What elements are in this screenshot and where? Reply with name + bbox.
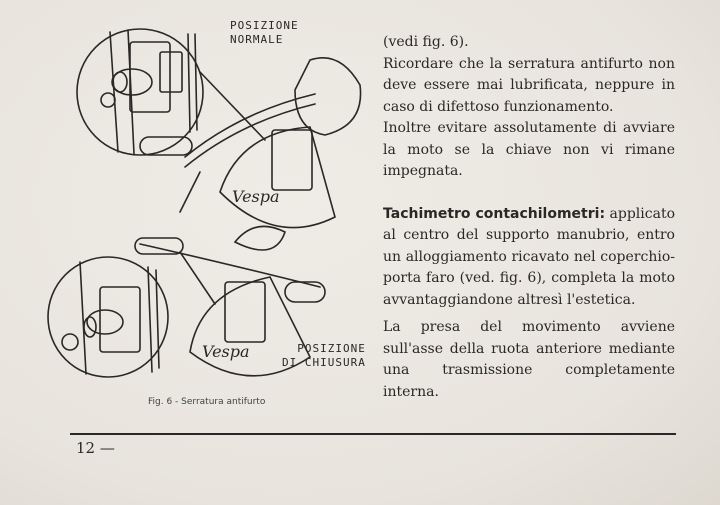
paragraph-3: Inoltre evitare assolutamente di avviare la moto se la chiave non vi rimane impegnata.	[383, 120, 675, 179]
footer-rule	[70, 433, 676, 435]
label-normal-line2: NORMALE	[230, 33, 284, 46]
paragraph-5: La presa del movimento avviene sull'asse della ruota anteriore mediante una trasmissione completamente interna.	[383, 319, 675, 400]
svg-text:Vespa: Vespa	[232, 187, 280, 206]
page-number: 12 —	[76, 439, 115, 457]
label-locked-position	[282, 342, 366, 370]
figure-caption: Fig. 6 - Serratura antifurto	[148, 397, 266, 407]
section-heading-speedometer: Tachimetro contachilometri:	[383, 205, 606, 222]
figure-6-antitheft-lock	[40, 12, 370, 412]
label-locked-line2: DI CHIUSURA	[282, 356, 366, 369]
paragraph-1: (vedi fig. 6).	[383, 34, 469, 50]
label-locked-line1: POSIZIONE	[297, 342, 366, 355]
label-normal-position	[230, 19, 299, 47]
paragraph-2: Ricordare che la serratura antifurto non deve essere mai lubrificata, neppure in caso di difettoso funzionamento.	[383, 55, 675, 115]
body-text	[383, 32, 675, 403]
svg-text:Vespa: Vespa	[202, 342, 250, 361]
paragraph-4	[383, 204, 675, 312]
label-normal-line1: POSIZIONE	[230, 19, 299, 32]
paragraph-4-body: applicato al centro del supporto manubrio, entro un alloggiamento ricavato nel coperchio-porta faro (ved. fig. 6), completa la moto avvantaggiandone altresì l'estetica.	[383, 205, 675, 308]
